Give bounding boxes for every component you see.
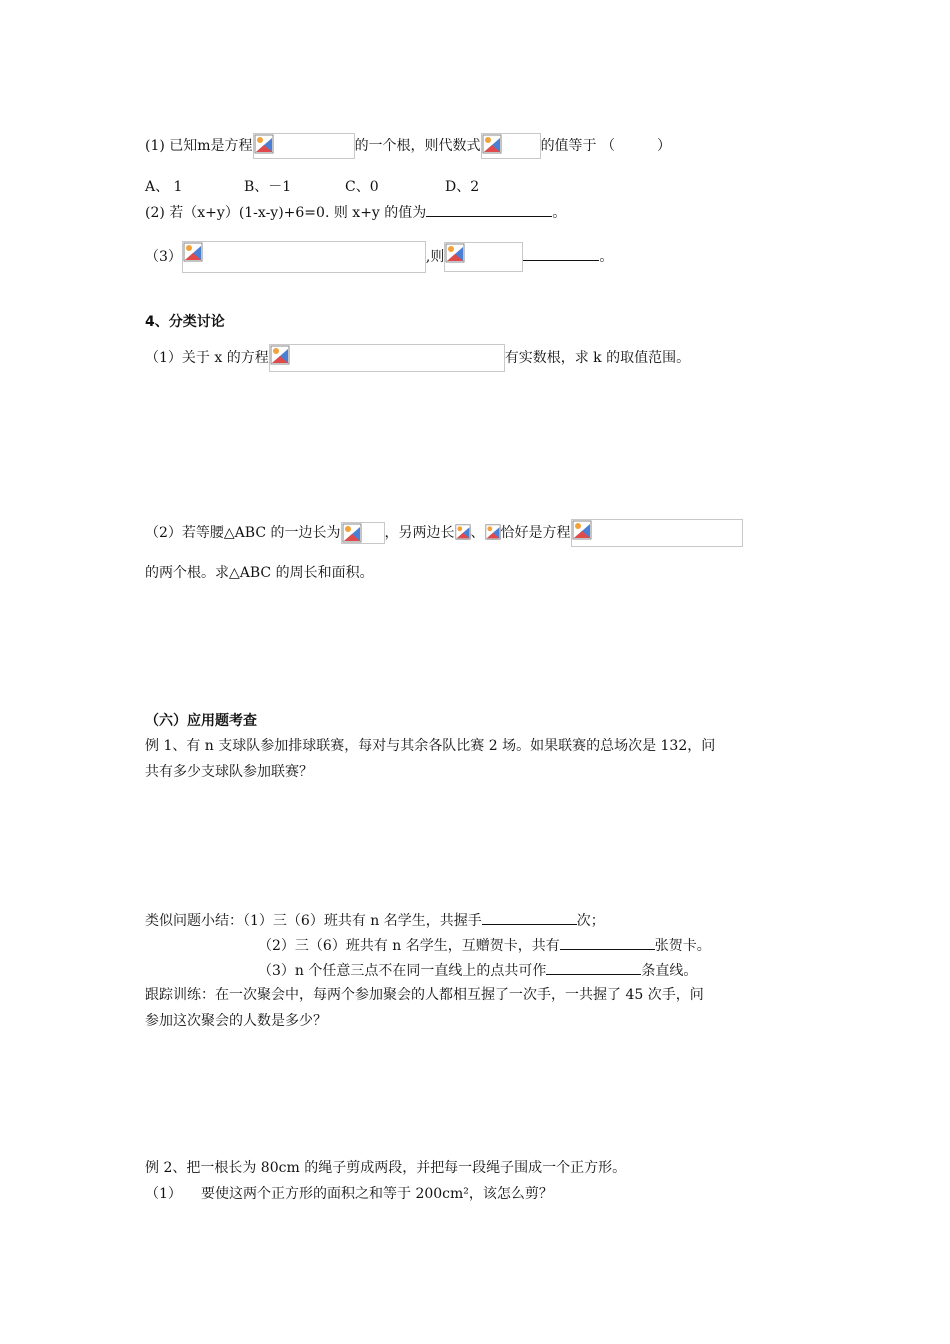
s3-prefix: （3）n 个任意三点不在同一直线上的点共可作 xyxy=(258,963,547,979)
section-4-problem-2 xyxy=(145,519,743,547)
option-b: B、－1 xyxy=(244,179,292,195)
s1-prefix: （1）三（6）班共有 n 名学生，共握手 xyxy=(243,913,482,929)
q1-prefix: (1) 已知m是方程 xyxy=(145,138,253,154)
answer-blank xyxy=(523,246,599,261)
p2-mid3: 恰好是方程 xyxy=(500,525,571,541)
p2-mid1: ，另两边长 xyxy=(384,525,455,541)
sub-text: 要使这两个正方形的面积之和等于 200cm²，该怎么剪？ xyxy=(201,1186,553,1202)
example-2-line-1: 例 2、把一根长为 80cm 的绳子剪成两段，并把每一段绳子围成一个正方形。 xyxy=(145,1160,627,1176)
sub-number: （1） xyxy=(145,1186,182,1202)
option-c: C、0 xyxy=(345,179,379,195)
q3-mid: ,则 xyxy=(425,249,445,265)
q1-mid: 的一个根，则代数式 xyxy=(354,138,481,154)
example-2-sub-1 xyxy=(145,1184,553,1204)
s3-suffix: 条直线。 xyxy=(641,963,698,979)
answer-blank xyxy=(546,960,641,975)
tracking-line-2: 参加这次聚会的人数是多少？ xyxy=(145,1013,327,1029)
question-3 xyxy=(145,241,613,273)
p2-prefix: （2）若等腰△ABC 的一边长为 xyxy=(145,525,341,541)
equation-image-icon xyxy=(571,519,743,547)
expression-image-icon xyxy=(444,242,523,272)
option-a: A、 1 xyxy=(145,179,183,195)
variable-image-icon xyxy=(455,524,471,542)
q3-end: 。 xyxy=(599,249,614,265)
s1-suffix: 次； xyxy=(576,913,605,929)
summary-item-3 xyxy=(258,960,697,981)
equation-image-icon xyxy=(269,344,505,372)
s2-prefix: （2）三（6）班共有 n 名学生，互赠贺卡，共有 xyxy=(258,938,560,954)
summary-item-1 xyxy=(145,910,605,931)
question-2 xyxy=(145,202,566,223)
section-4-problem-1 xyxy=(145,344,690,372)
answer-blank xyxy=(426,202,552,217)
summary-label: 类似问题小结： xyxy=(145,913,243,929)
p1-prefix: （1）关于 x 的方程 xyxy=(145,350,269,366)
side-length-image-icon xyxy=(341,522,385,544)
example-1-line-1: 例 1、有 n 支球队参加排球联赛，每对与其余各队比赛 2 场。如果联赛的总场次是 132，问 xyxy=(145,738,716,754)
question-1 xyxy=(145,133,671,159)
section-6-heading: （六）应用题考查 xyxy=(145,713,257,729)
option-d: D、2 xyxy=(445,179,480,195)
expression-image-icon xyxy=(481,133,541,159)
equation-image-icon xyxy=(253,133,355,159)
p2-mid2: 、 xyxy=(470,525,485,541)
section-4-heading: 4、分类讨论 xyxy=(145,314,225,330)
answer-blank xyxy=(482,910,577,925)
q2-end: 。 xyxy=(552,205,567,221)
variable-image-icon xyxy=(485,524,501,542)
q1-options xyxy=(145,177,479,197)
answer-blank xyxy=(560,935,655,950)
tracking-line-1: 跟踪训练：在一次聚会中，每两个参加聚会的人都相互握了一次手，一共握了 45 次手，问 xyxy=(145,987,704,1003)
s2-suffix: 张贺卡。 xyxy=(654,938,711,954)
condition-image-icon xyxy=(182,241,426,273)
q1-suffix: 的值等于 （ ） xyxy=(540,138,672,154)
q3-prefix: （3） xyxy=(145,249,182,265)
summary-item-2 xyxy=(258,935,711,956)
q2-text: (2) 若（x+y）(1-x-y)+6=0. 则 x+y 的值为 xyxy=(145,205,427,221)
p1-suffix: 有实数根，求 k 的取值范围。 xyxy=(504,350,691,366)
example-1-line-2: 共有多少支球队参加联赛？ xyxy=(145,764,313,780)
section-4-problem-2-cont: 的两个根。求△ABC 的周长和面积。 xyxy=(145,565,374,581)
